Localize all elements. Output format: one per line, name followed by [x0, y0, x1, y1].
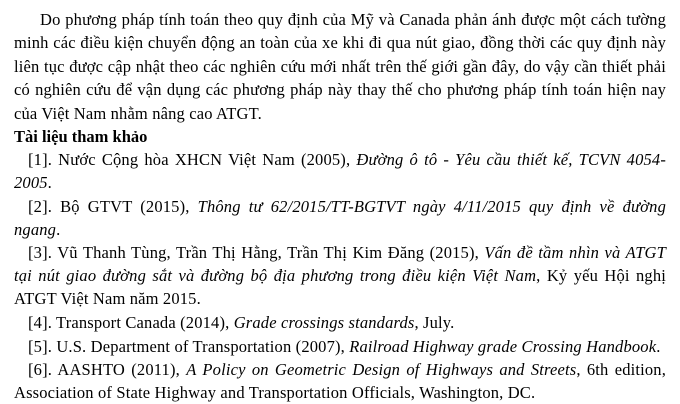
reference-number: [2].	[28, 196, 61, 216]
reference-text: Nước Cộng hòa XHCN Việt Nam (2005),	[58, 149, 357, 169]
list-item	[14, 241, 666, 310]
reference-list	[14, 148, 666, 404]
reference-text: Transport Canada (2014),	[56, 313, 234, 333]
reference-text: , 6th edition, Association of State Highway and Transportation Officials, Washington, DC.	[14, 360, 666, 403]
reference-title: A Policy on Geometric Design of Highways and Streets	[186, 360, 577, 380]
reference-title: Đường ô tô - Yêu cầu thiết kế, TCVN 4054-2005	[14, 149, 666, 192]
reference-title: Grade crossings standards	[233, 313, 415, 333]
reference-title: Railroad Highway grade Crossing Handbook	[349, 336, 657, 356]
reference-text: .	[56, 219, 61, 239]
list-item	[14, 358, 666, 404]
body-paragraph: Do phương pháp tính toán theo quy định của Mỹ và Canada phản ánh được một cách tường minh các điều kiện chuyển động an toàn của xe khi đi qua nút giao, đồng thời các quy định này liên tục được cập nhật theo các nghiên cứu mới nhất trên thế giới gần đây, do vậy cần thiết phải có nghiên cứu để vận dụng các phương pháp này thay thế cho phương pháp tính toán hiện nay của Việt Nam nhằm nâng cao ATGT.	[14, 10, 666, 123]
list-item	[14, 335, 666, 358]
reference-number: [5].	[28, 336, 57, 356]
list-item	[14, 195, 666, 241]
reference-number: [4].	[28, 313, 57, 333]
reference-title: Thông tư 62/2015/TT-BGTVT ngày 4/11/2015 quy định về đường ngang	[14, 196, 666, 239]
reference-text: , July.	[414, 313, 455, 333]
list-item	[14, 311, 666, 334]
list-item	[14, 148, 666, 194]
reference-text: AASHTO (2011),	[57, 360, 187, 380]
reference-text: .	[656, 336, 661, 356]
reference-text: Bộ GTVT (2015),	[60, 196, 198, 216]
reference-number: [1].	[28, 149, 59, 169]
reference-title: Vấn đề tầm nhìn và ATGT tại nút giao đường sắt và đường bộ địa phương trong điều kiện Việt Nam	[14, 243, 666, 286]
reference-text: , Kỷ yếu Hội nghị ATGT Việt Nam năm 2015.	[14, 266, 667, 309]
reference-text: U.S. Department of Transportation (2007),	[56, 336, 350, 356]
reference-text: Vũ Thanh Tùng, Trần Thị Hằng, Trần Thị Kim Đăng (2015),	[57, 243, 485, 263]
reference-number: [6].	[28, 360, 58, 380]
references-heading: Tài liệu tham khảo	[14, 127, 148, 147]
reference-text: .	[47, 172, 52, 192]
reference-number: [3].	[28, 243, 58, 263]
